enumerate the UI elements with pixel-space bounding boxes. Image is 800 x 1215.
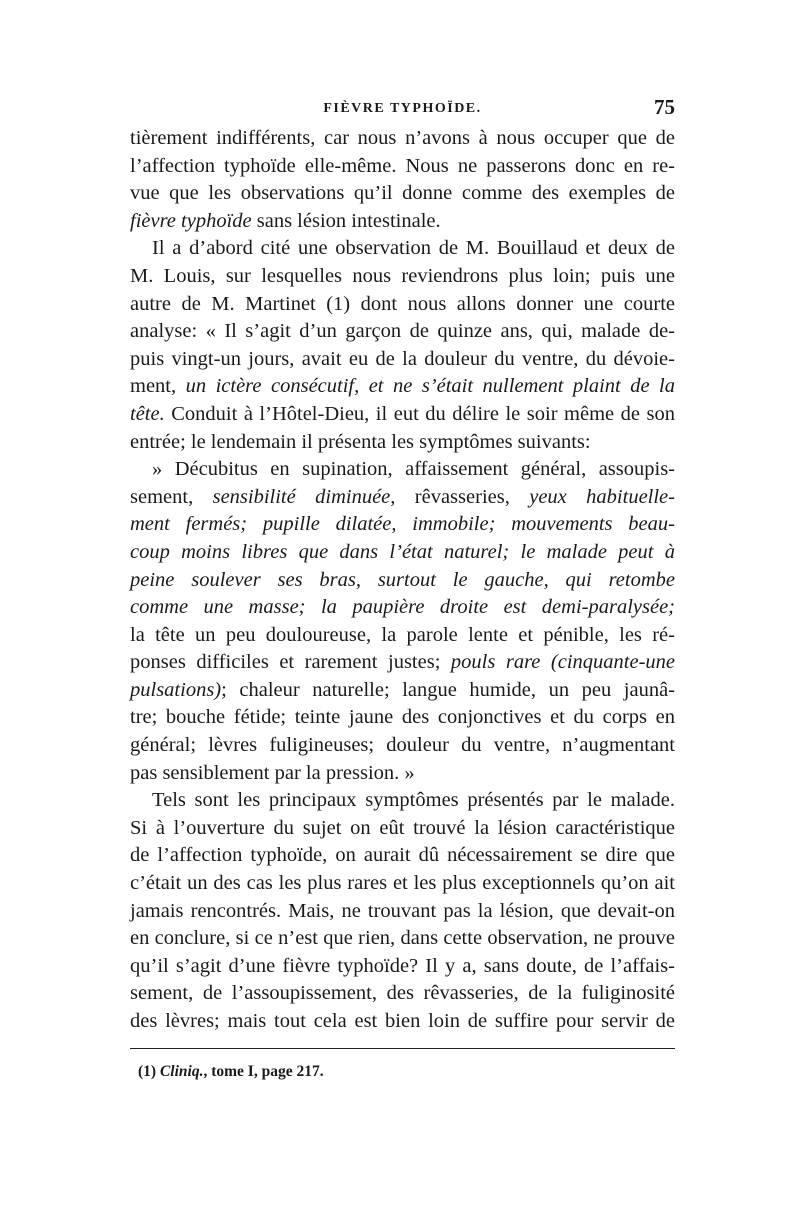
text-line: ponses difficiles et rarement justes; pouls rare (cinquante-une: [130, 651, 675, 674]
text-line: entrée; le lendemain il présenta les symptômes suivants:: [130, 430, 591, 453]
text-line: vue que les observations qu’il donne comme des exemples de: [130, 182, 675, 205]
text-line: M. Louis, sur lesquelles nous reviendrons plus loin; puis une: [130, 264, 675, 287]
body-text: [130, 125, 675, 1036]
text-line: pulsations); chaleur naturelle; langue humide, un peu jaunâ-: [130, 678, 675, 701]
text-line: des lèvres; mais tout cela est bien loin de suffire pour servir de: [130, 1010, 675, 1032]
italic-phrase: peine soulever ses bras, surtout le gauche, qui retombe: [130, 568, 675, 591]
text-line: fièvre typhoïde sans lésion intestinale.: [130, 209, 441, 232]
italic-phrase: coup moins libres que dans l’état naturel; le malade peut à: [130, 540, 675, 563]
text-line: puis vingt-un jours, avait eu de la douleur du ventre, du dévoie-: [130, 347, 675, 370]
page-number: 75: [654, 95, 675, 119]
italic-phrase: comme une masse; la paupière droite est demi-paralysée;: [130, 596, 675, 619]
text-line: [130, 594, 675, 622]
footnote-marker: (1): [138, 1062, 157, 1080]
text-line: tièrement indifférents, car nous n’avons à nous occuper que de: [130, 127, 675, 149]
italic-phrase: immobile; mouvements beau-: [412, 513, 675, 536]
text-line: Il a d’abord cité une observation de M. Bouillaud et deux de: [152, 237, 675, 260]
text-line: Tels sont les principaux symptômes présentés par le malade.: [152, 789, 675, 812]
text-line: jamais rencontrés. Mais, ne trouvant pas la lésion, que devait-on: [130, 899, 675, 922]
running-title: FIÈVRE TYPHOÏDE.: [323, 101, 482, 116]
italic-phrase: pouls rare (cinquante-une: [450, 651, 675, 674]
text-line: général; lèvres fuligineuses; douleur du ventre, n’augmentant: [130, 734, 675, 757]
text-line: [130, 567, 675, 595]
running-head: [130, 95, 675, 125]
text-line: c’était un des cas les plus rares et les plus exceptionnels qu’on ait: [130, 872, 675, 895]
text-line: tre; bouche fétide; teinte jaune des conjonctives et du corps en: [130, 706, 675, 729]
italic-phrase: un ictère consécutif, et ne s’était nullement plaint de la: [185, 375, 675, 398]
footnote-title: Cliniq.: [159, 1062, 204, 1080]
italic-phrase: yeux habituelle-: [529, 485, 675, 508]
footnote-reference: , tome I, page 217.: [203, 1062, 324, 1080]
text-line: » Décubitus en supination, affaissement général, assoupis-: [152, 458, 675, 481]
text-line: [130, 539, 675, 567]
text-line: en conclure, si ce n’est que rien, dans cette observation, ne prouve: [130, 927, 675, 950]
book-page: [130, 95, 675, 1081]
italic-phrase: fièvre typhoïde: [130, 209, 252, 232]
text-line: tête. Conduit à l’Hôtel-Dieu, il eut du délire le soir même de son: [130, 402, 675, 425]
text-line: sement, de l’assoupissement, des rêvasseries, de la fuliginosité: [130, 982, 675, 1005]
text-line: ment fermés; pupille dilatée, immobile; mouvements beau-: [130, 513, 675, 536]
italic-phrase: sensibilité diminuée: [212, 485, 391, 508]
text-line: la tête un peu douloureuse, la parole lente et pénible, les ré-: [130, 623, 675, 646]
footnote: [130, 1063, 675, 1081]
text-line: qu’il s’agit d’une fièvre typhoïde? Il y a, sans doute, de l’affais-: [130, 954, 675, 977]
footnote-divider: [130, 1048, 675, 1049]
text-line: analyse: « Il s’agit d’un garçon de quinze ans, qui, malade de-: [130, 320, 675, 343]
text-line: autre de M. Martinet (1) dont nous allons donner une courte: [130, 292, 675, 315]
italic-phrase: pulsations): [130, 678, 222, 701]
text-line: pas sensiblement par la pression. »: [130, 761, 415, 784]
italic-phrase: tête.: [130, 402, 165, 425]
text-line: de l’affection typhoïde, on aurait dû nécessairement se dire que: [130, 844, 675, 867]
text-line: l’affection typhoïde elle-même. Nous ne passerons donc en re-: [130, 154, 675, 177]
text-line: sement, sensibilité diminuée, rêvasseries, yeux habituelle-: [130, 485, 675, 508]
italic-phrase: ment fermés; pupille dilatée: [130, 513, 392, 536]
text-line: ment, un ictère consécutif, et ne s’était nullement plaint de la: [130, 375, 675, 398]
text-line: Si à l’ouverture du sujet on eût trouvé la lésion caractéristique: [130, 816, 675, 839]
